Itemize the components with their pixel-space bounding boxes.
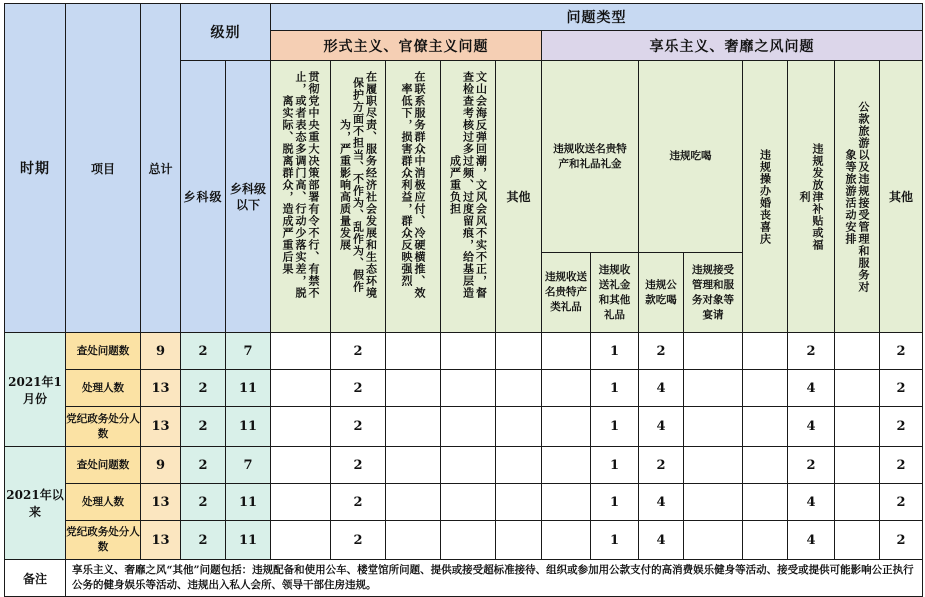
data-cell: 2 [331, 447, 386, 484]
data-cell: 4 [639, 407, 684, 447]
data-cell [835, 521, 880, 560]
row-total: 13 [141, 484, 181, 521]
header-level-township: 乡科级 [181, 61, 226, 333]
data-cell [441, 447, 496, 484]
header-allowance: 违规发放津补贴或福利 [788, 61, 835, 333]
data-cell [386, 521, 441, 560]
data-cell: 2 [880, 333, 923, 370]
row-below: 7 [226, 333, 271, 370]
data-cell: 2 [880, 407, 923, 447]
data-cell [684, 370, 743, 407]
data-cell [684, 521, 743, 560]
data-cell [542, 521, 591, 560]
data-cell [743, 521, 788, 560]
data-cell [386, 484, 441, 521]
row-township: 2 [181, 447, 226, 484]
header-gifts: 违规收送名贵特产和礼品礼金 [542, 61, 639, 253]
data-cell: 2 [880, 484, 923, 521]
data-cell: 2 [880, 447, 923, 484]
data-cell: 1 [591, 407, 639, 447]
data-cell: 4 [639, 370, 684, 407]
header-formalism-other: 其他 [496, 61, 542, 333]
data-cell [496, 484, 542, 521]
data-cell [835, 407, 880, 447]
header-weddings: 违规操办婚丧喜庆 [743, 61, 788, 333]
header-total: 总计 [141, 4, 181, 333]
header-period: 时期 [5, 4, 66, 333]
data-cell [386, 370, 441, 407]
row-township: 2 [181, 407, 226, 447]
header-travel: 公款旅游以及违规接受管理和服务对象等旅游活动安排 [835, 61, 880, 333]
data-cell [743, 370, 788, 407]
row-total: 13 [141, 407, 181, 447]
header-gifts-specialty: 违规收送名贵特产类礼品 [542, 253, 591, 333]
data-cell [835, 333, 880, 370]
data-cell: 4 [788, 521, 835, 560]
header-dining: 违规吃喝 [639, 61, 743, 253]
row-item: 查处问题数 [66, 333, 141, 370]
data-cell [386, 407, 441, 447]
header-problem-type: 问题类型 [271, 4, 923, 31]
data-cell [496, 447, 542, 484]
data-cell [743, 407, 788, 447]
data-cell [684, 407, 743, 447]
row-township: 2 [181, 521, 226, 560]
header-formalism-4: 文山会海反弹回潮，文风会风不实不正，督查检查考核过多过频、过度留痕，给基层造成严重负担 [441, 61, 496, 333]
data-cell [835, 370, 880, 407]
data-cell: 1 [591, 370, 639, 407]
data-cell [542, 407, 591, 447]
data-cell [441, 521, 496, 560]
data-cell: 4 [639, 521, 684, 560]
data-cell: 2 [331, 333, 386, 370]
row-township: 2 [181, 370, 226, 407]
header-level-below: 乡科级以下 [226, 61, 271, 333]
data-cell: 1 [591, 447, 639, 484]
data-cell [271, 447, 331, 484]
data-cell: 4 [639, 484, 684, 521]
header-formalism-2: 在履职尽责、服务经济社会发展和生态环境保护方面不担当、不作为、乱作为、假作为，严重影响高质量发展 [331, 61, 386, 333]
header-item: 项目 [66, 4, 141, 333]
row-item: 处理人数 [66, 484, 141, 521]
header-dining-public: 违规公款吃喝 [639, 253, 684, 333]
data-cell [271, 370, 331, 407]
data-cell: 4 [788, 370, 835, 407]
data-cell: 2 [639, 333, 684, 370]
data-cell [441, 407, 496, 447]
data-cell: 2 [788, 447, 835, 484]
period-label: 2021年以来 [5, 447, 66, 560]
header-dining-banquet: 违规接受管理和服务对象等宴请 [684, 253, 743, 333]
data-cell [542, 447, 591, 484]
row-total: 9 [141, 333, 181, 370]
data-cell [743, 484, 788, 521]
row-total: 13 [141, 521, 181, 560]
data-cell [441, 370, 496, 407]
row-below: 11 [226, 407, 271, 447]
header-formalism-group: 形式主义、官僚主义问题 [271, 31, 542, 61]
header-gifts-cash: 违规收送礼金和其他礼品 [591, 253, 639, 333]
data-cell [441, 484, 496, 521]
remark-text: 享乐主义、奢靡之风“其他”问题包括：违规配备和使用公车、楼堂馆所问题、提供或接受超标准接待、组织或参加用公款支付的高消费娱乐健身等活动、接受或提供可能影响公正执行公务的健身娱乐等活动、违规出入私人会所、领导干部住房违规。 [66, 560, 923, 597]
data-cell: 2 [788, 333, 835, 370]
data-cell [542, 370, 591, 407]
row-below: 7 [226, 447, 271, 484]
row-total: 13 [141, 370, 181, 407]
data-cell [271, 484, 331, 521]
data-cell: 2 [331, 370, 386, 407]
row-item: 查处问题数 [66, 447, 141, 484]
data-cell: 2 [331, 521, 386, 560]
header-formalism-1: 贯彻党中央重大决策部署有令不行、有禁不止，或者表态多调门高、行动少落实差，脱离实际、脱离群众，造成严重后果 [271, 61, 331, 333]
row-below: 11 [226, 521, 271, 560]
header-formalism-3: 在联系服务群众中消极应付、冷硬横推、效率低下，损害群众利益，群众反映强烈 [386, 61, 441, 333]
data-cell: 2 [331, 484, 386, 521]
data-cell [271, 333, 331, 370]
data-cell: 4 [788, 484, 835, 521]
data-cell [684, 333, 743, 370]
data-cell [835, 484, 880, 521]
row-township: 2 [181, 484, 226, 521]
row-item: 党纪政务处分人数 [66, 521, 141, 560]
data-cell [386, 333, 441, 370]
row-below: 11 [226, 370, 271, 407]
data-cell: 1 [591, 521, 639, 560]
data-cell [496, 407, 542, 447]
data-cell [496, 521, 542, 560]
data-cell: 4 [788, 407, 835, 447]
row-total: 9 [141, 447, 181, 484]
period-label: 2021年1月份 [5, 333, 66, 447]
data-cell: 1 [591, 333, 639, 370]
data-cell [271, 521, 331, 560]
data-cell [542, 484, 591, 521]
data-cell: 2 [331, 407, 386, 447]
data-cell [743, 447, 788, 484]
data-cell [496, 370, 542, 407]
data-cell [542, 333, 591, 370]
data-cell [684, 484, 743, 521]
row-item: 处理人数 [66, 370, 141, 407]
row-below: 11 [226, 484, 271, 521]
data-cell: 2 [880, 521, 923, 560]
remark-label: 备注 [5, 560, 66, 597]
row-item: 党纪政务处分人数 [66, 407, 141, 447]
data-cell [684, 447, 743, 484]
data-cell [441, 333, 496, 370]
row-township: 2 [181, 333, 226, 370]
data-cell: 2 [880, 370, 923, 407]
header-hedonism-other: 其他 [880, 61, 923, 333]
data-cell: 1 [591, 484, 639, 521]
header-level: 级别 [181, 4, 271, 61]
header-hedonism-group: 享乐主义、奢靡之风问题 [542, 31, 923, 61]
data-cell: 2 [639, 447, 684, 484]
data-cell [743, 333, 788, 370]
statistics-table [4, 3, 923, 597]
data-cell [496, 333, 542, 370]
data-cell [271, 407, 331, 447]
data-cell [386, 447, 441, 484]
data-cell [835, 447, 880, 484]
